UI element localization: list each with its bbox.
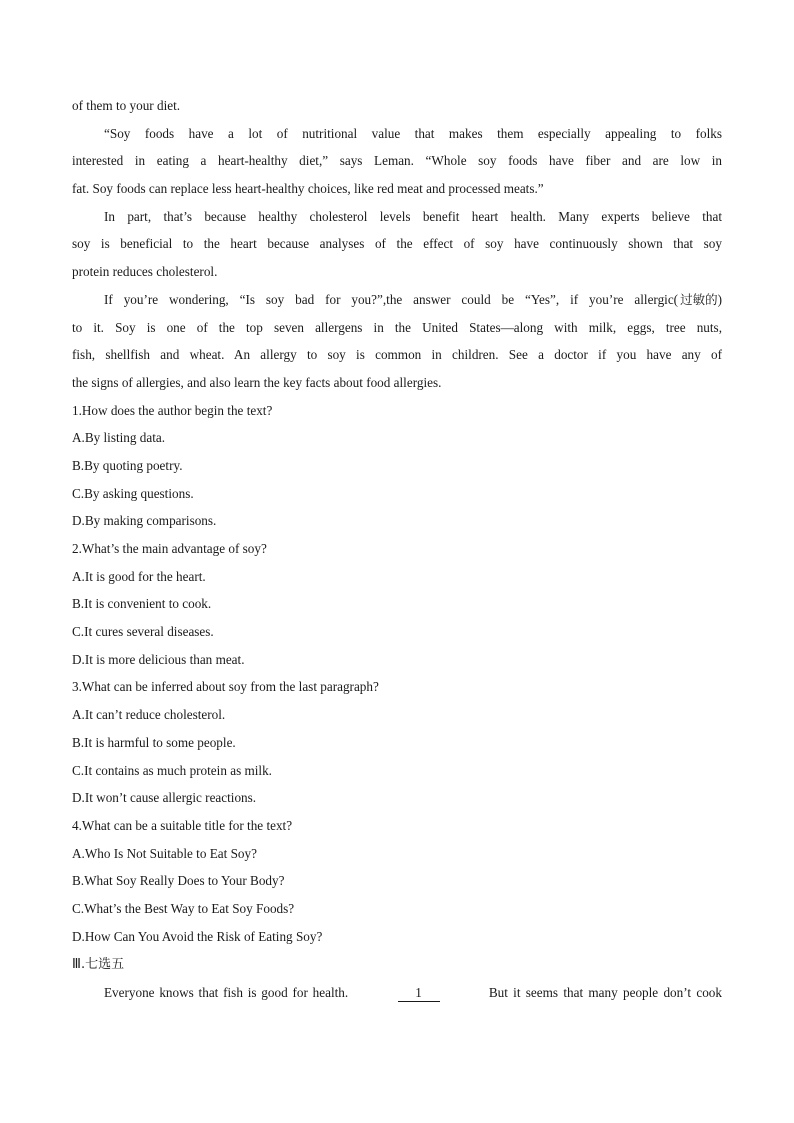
cloze-text-before: Everyone knows that fish is good for health. [104, 985, 349, 1001]
paragraph-line: protein reduces cholesterol. [72, 264, 218, 280]
paragraph-line: In part, that’s because healthy cholesterol levels benefit heart health. Many experts believe that [104, 208, 722, 224]
answer-option-a[interactable]: A.By listing data. [72, 430, 166, 446]
question-4 [72, 812, 722, 950]
allergic-text: If you’re wondering, “Is soy bad for you?”,the answer could be “Yes”, if you’re allergic( [104, 291, 679, 307]
paragraph-allergy [72, 286, 722, 397]
cloze-line [72, 979, 722, 1007]
paragraph-line: fish, shellfish and wheat. An allergy to soy is common in children. See a doctor if you have any of [72, 347, 722, 363]
question-3 [72, 673, 722, 811]
paragraph-soy-nutrition [72, 120, 722, 203]
allergic-gloss-close: ) [717, 291, 722, 307]
question-2 [72, 535, 722, 673]
question-1 [72, 397, 722, 535]
answer-option-d[interactable]: D.How Can You Avoid the Risk of Eating Soy? [72, 928, 323, 944]
paragraph-line: soy is beneficial to the heart because analyses of the effect of soy have continuously shown that soy [72, 236, 722, 252]
paragraph-line: the signs of allergies, and also learn the key facts about food allergies. [72, 374, 442, 390]
cloze-blank[interactable]: 1 [398, 985, 440, 1002]
paragraph-line: to it. Soy is one of the top seven allergens in the United States—along with milk, eggs, tree nuts, [72, 319, 722, 335]
paragraph-line: “Soy foods have a lot of nutritional value that makes them especially appealing to folks [104, 125, 722, 141]
paragraph-line: interested in eating a heart-healthy diet,” says Leman. “Whole soy foods have fiber and are low in [72, 153, 722, 169]
question-stem: 4.What can be a suitable title for the text? [72, 817, 293, 833]
question-stem: 3.What can be inferred about soy from the last paragraph? [72, 679, 379, 695]
document-page [72, 92, 722, 1007]
question-stem: 1.How does the author begin the text? [72, 402, 273, 418]
answer-option-a[interactable]: A.It can’t reduce cholesterol. [72, 707, 226, 723]
section-heading: Ⅲ.七选五 [72, 957, 125, 973]
answer-option-a[interactable]: A.It is good for the heart. [72, 568, 206, 584]
intro-line: of them to your diet. [72, 98, 181, 113]
cloze-text-after: But it seems that many people don’t cook [488, 985, 722, 1001]
paragraph-line: fat. Soy foods can replace less heart-healthy choices, like red meat and processed meats.” [72, 181, 544, 197]
answer-option-b[interactable]: B.What Soy Really Does to Your Body? [72, 873, 285, 889]
answer-option-b[interactable]: B.It is convenient to cook. [72, 596, 212, 612]
answer-option-d[interactable]: D.It is more delicious than meat. [72, 651, 245, 667]
answer-option-c[interactable]: C.It contains as much protein as milk. [72, 762, 272, 778]
allergic-gloss-chinese: 过敏的 [680, 291, 718, 307]
paragraph-line-allergic [72, 286, 722, 314]
answer-option-c[interactable]: C.By asking questions. [72, 485, 194, 501]
answer-option-b[interactable]: B.It is harmful to some people. [72, 734, 236, 750]
answer-option-d[interactable]: D.By making comparisons. [72, 513, 217, 529]
paragraph-cholesterol [72, 203, 722, 286]
answer-option-b[interactable]: B.By quoting poetry. [72, 457, 183, 473]
question-stem: 2.What’s the main advantage of soy? [72, 541, 267, 556]
allergic-gloss [680, 286, 722, 314]
answer-option-a[interactable]: A.Who Is Not Suitable to Eat Soy? [72, 845, 257, 861]
answer-option-d[interactable]: D.It won’t cause allergic reactions. [72, 790, 257, 806]
answer-option-c[interactable]: C.It cures several diseases. [72, 624, 214, 640]
answer-option-c[interactable]: C.What’s the Best Way to Eat Soy Foods? [72, 900, 295, 916]
